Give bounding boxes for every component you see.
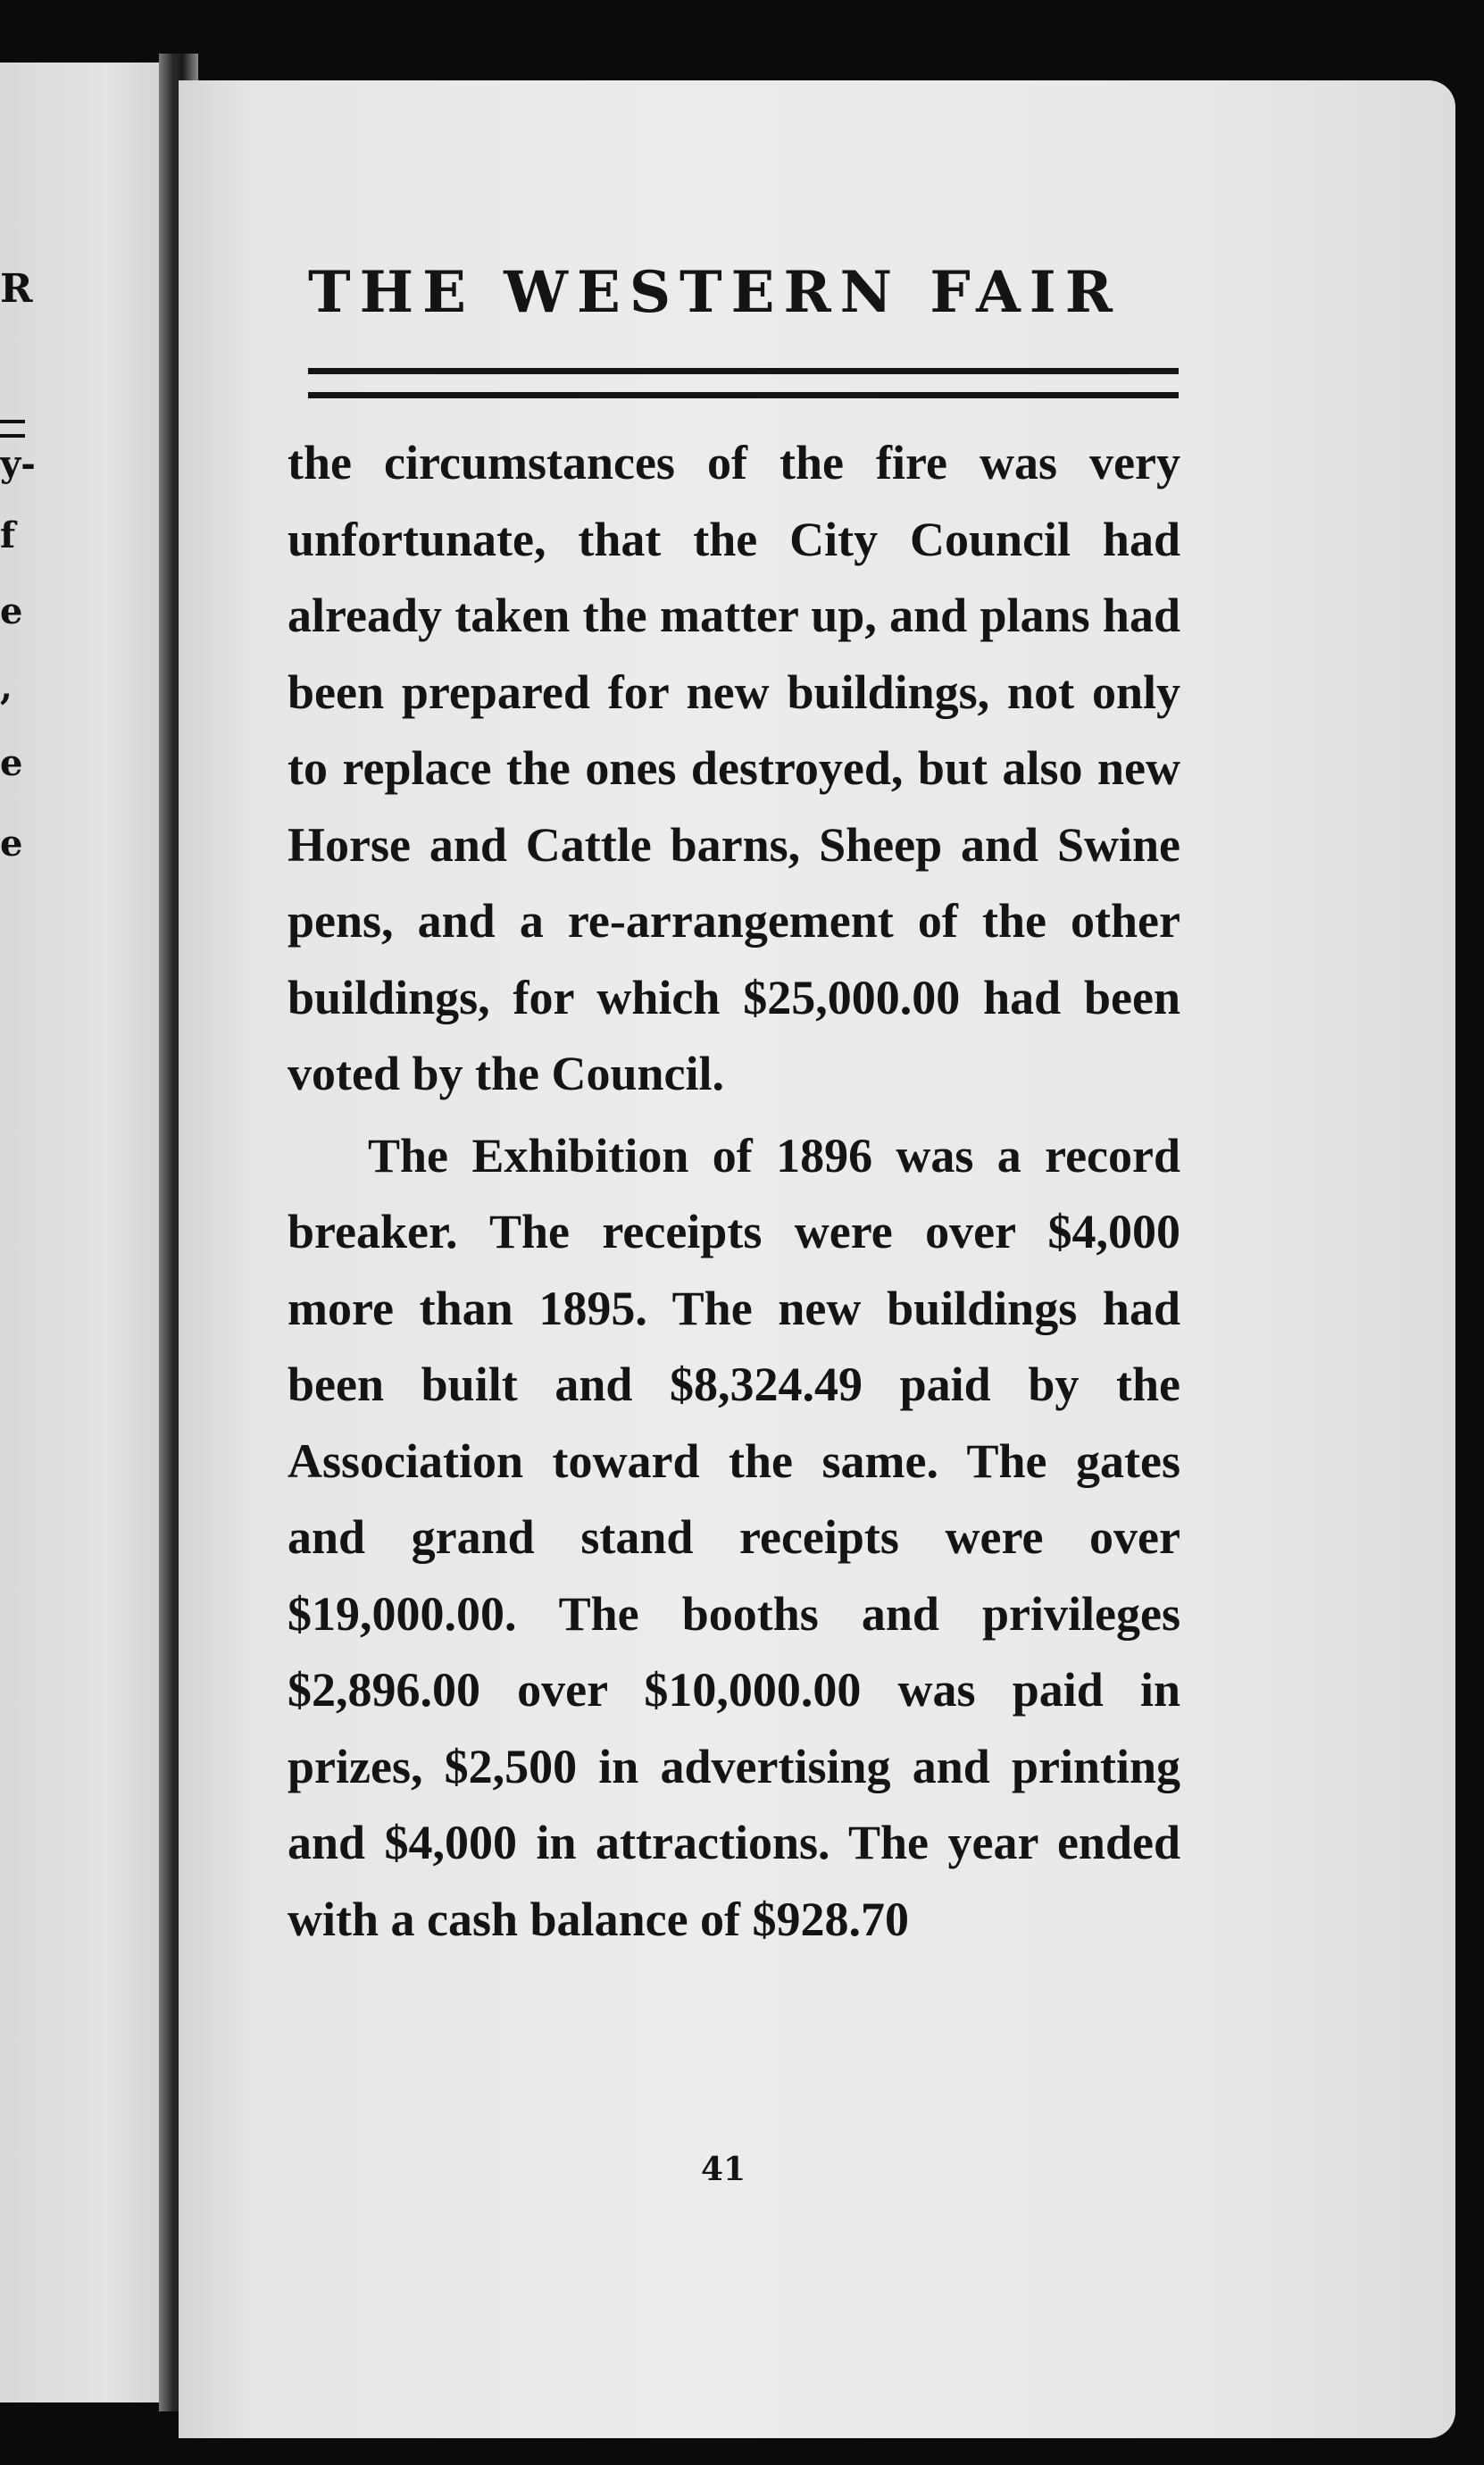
left-page-fragment: f [0,514,16,556]
left-page-fragment: e [0,823,23,865]
left-page-rule [0,420,25,438]
left-page-fragment: e [0,590,23,632]
previous-page-edge [0,63,179,2402]
double-rule [308,368,1179,398]
left-page-fragment: R [0,266,33,312]
running-head: THE WESTERN FAIR [308,259,1121,326]
left-page-fragment: y- [0,443,36,485]
page-body [288,425,1180,1958]
paragraph: the circumstances of the fire was very unfortunate, that the City Council had already taken the matter up, and plans had been prepared for new buildings, not only to replace the ones destroyed, but also new Horse and Cattle barns, Sheep and Swine pens, and a re-arrangement of the other buildings, for which $25,000.00 had been voted by the Council. [288,436,1180,1100]
page-number: 41 [700,2151,746,2188]
left-page-fragment: , [0,666,13,708]
paragraph: The Exhibition of 1896 was a record breaker. The receipts were over $4,000 more than 1895. The new buildings had been built and $8,324.49 paid by the Association toward the same. The gates and grand stand receipts were over $19,000.00. The booths and privileges $2,896.00 over $10,000.00 was paid in prizes, $2,500 in advertising and printing and $4,000 in attractions. The year ended with a cash balance of $928.70 [288,1128,1180,1946]
left-page-fragment: e [0,742,23,784]
